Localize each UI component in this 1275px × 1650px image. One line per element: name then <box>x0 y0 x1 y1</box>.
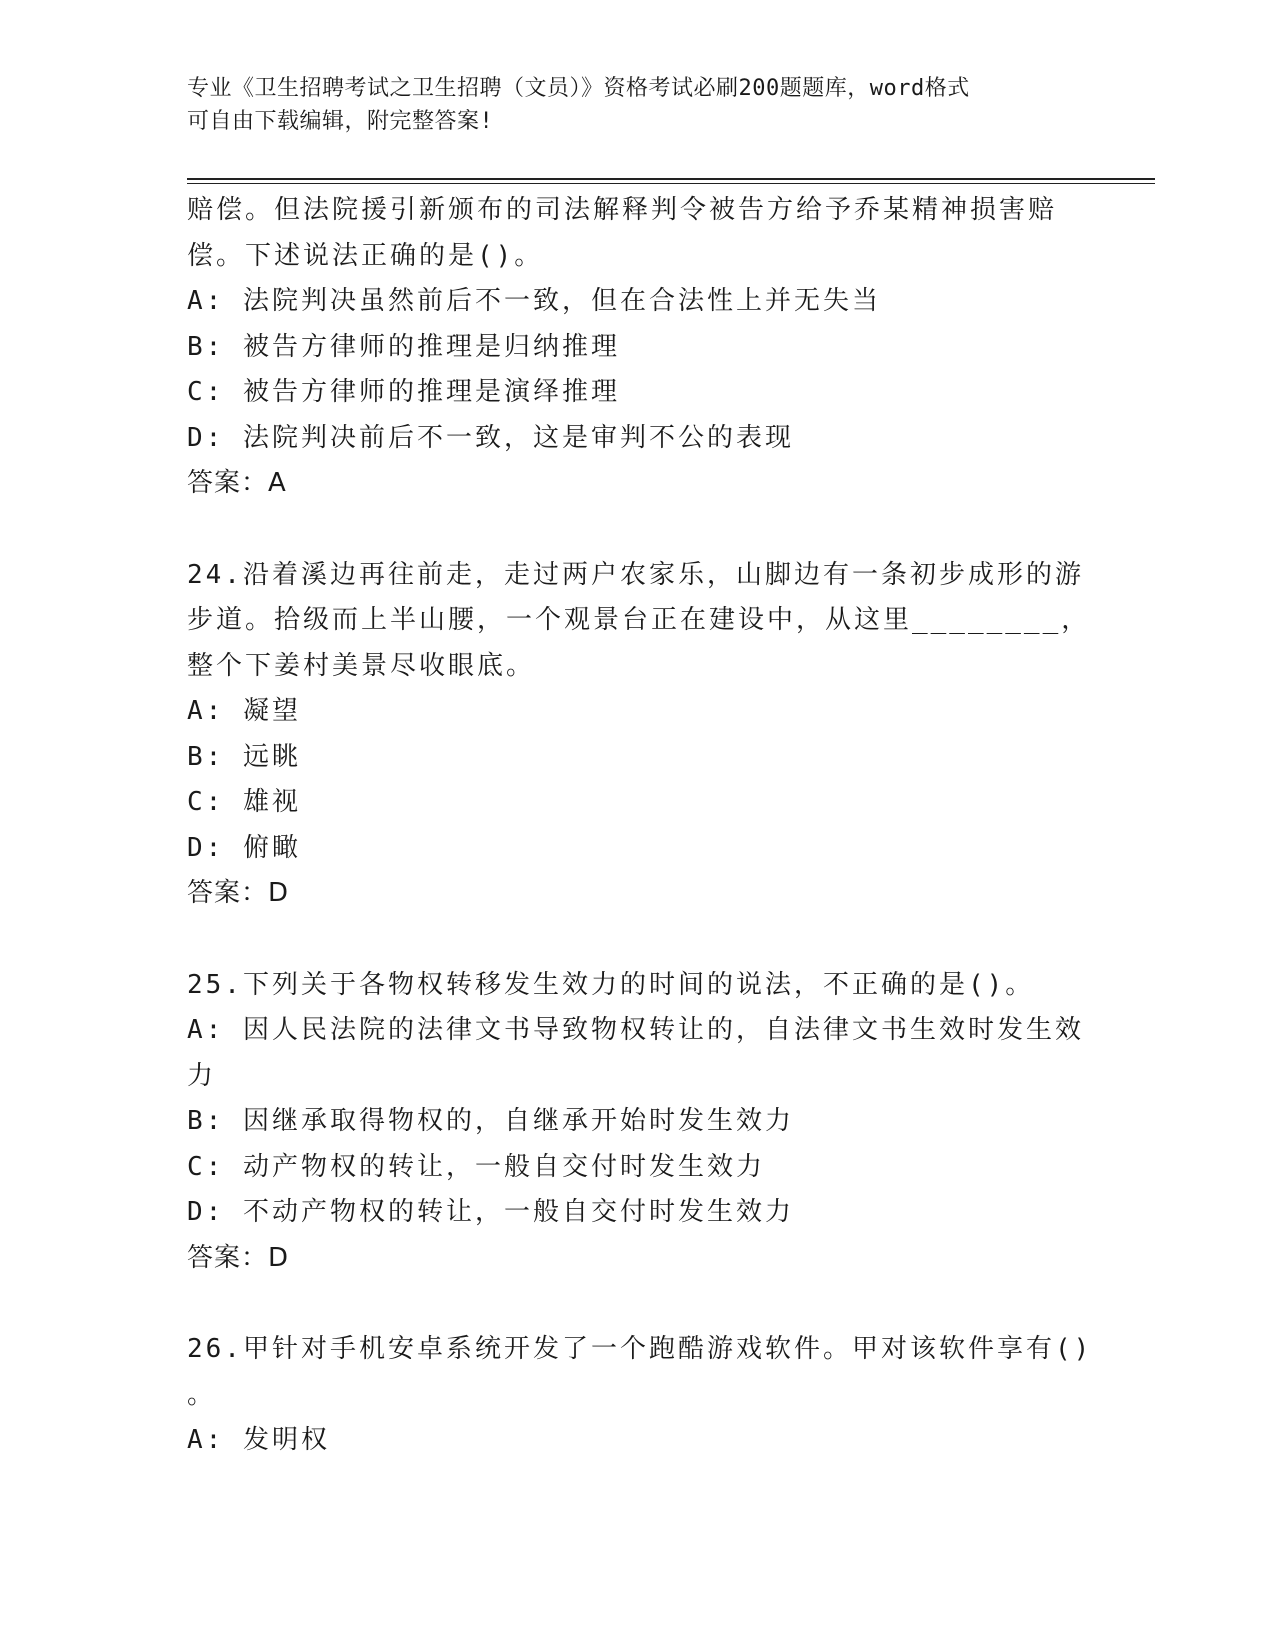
answer-line: 答案：A <box>187 468 287 498</box>
option-b: B: 被告方律师的推理是归纳推理 <box>187 331 620 362</box>
option-d: D: 不动产物权的转让，一般自交付时发生效力 <box>187 1197 794 1227</box>
question-stem-line: 步道。拾级而上半山腰，一个观景台正在建设中，从这里________， <box>187 605 1091 635</box>
question-stem-line: 赔偿。但法院援引新颁布的司法解释判令被告方给予乔某精神损害赔 <box>187 195 1058 225</box>
question-23 <box>187 188 1087 507</box>
question-list <box>187 188 1093 1464</box>
answer-line: 答案：D <box>187 878 290 908</box>
question-25 <box>187 963 1087 1282</box>
option-b: B: 因继承取得物权的，自继承开始时发生效力 <box>187 1106 794 1136</box>
option-a: A: 凝望 <box>187 696 301 726</box>
question-stem-line: 偿。下述说法正确的是()。 <box>187 240 544 271</box>
option-a: A: 发明权 <box>187 1425 330 1455</box>
option-c: C: 动产物权的转让，一般自交付时发生效力 <box>187 1151 765 1182</box>
spacer <box>187 1281 1087 1327</box>
spacer <box>187 917 1087 963</box>
question-stem-line: 整个下姜村美景尽收眼底。 <box>187 650 536 681</box>
option-c: C: 雄视 <box>187 787 301 817</box>
option-a: A: 法院判决虽然前后不一致，但在合法性上并无失当 <box>187 286 881 316</box>
header-divider <box>187 178 1155 184</box>
question-stem-line: 25.下列关于各物权转移发生效力的时间的说法，不正确的是()。 <box>187 969 1035 1000</box>
option-a: A: 因人民法院的法律文书导致物权转让的，自法律文书生效时发生效 <box>187 1015 1084 1045</box>
question-stem-line: 。 <box>187 1379 217 1410</box>
question-24 <box>187 553 1091 917</box>
option-d: D: 俯瞰 <box>187 832 301 863</box>
question-26 <box>187 1327 1093 1464</box>
option-d: D: 法院判决前后不一致，这是审判不公的表现 <box>187 422 794 453</box>
option-c: C: 被告方律师的推理是演绎推理 <box>187 377 620 407</box>
header-title-line-1: 专业《卫生招聘考试之卫生招聘（文员）》资格考试必刷200题题库，word格式 <box>187 76 970 101</box>
option-a-continued: 力 <box>187 1060 217 1091</box>
answer-line: 答案：D <box>187 1242 290 1273</box>
question-stem-line: 24.沿着溪边再往前走，走过两户农家乐，山脚边有一条初步成形的游 <box>187 559 1084 590</box>
question-stem-line: 26.甲针对手机安卓系统开发了一个跑酷游戏软件。甲对该软件享有() <box>187 1334 1093 1364</box>
header-title-line-2: 可自由下载编辑，附完整答案! <box>187 109 494 134</box>
document-header <box>187 72 1087 138</box>
spacer <box>187 507 1087 553</box>
option-b: B: 远眺 <box>187 741 301 772</box>
